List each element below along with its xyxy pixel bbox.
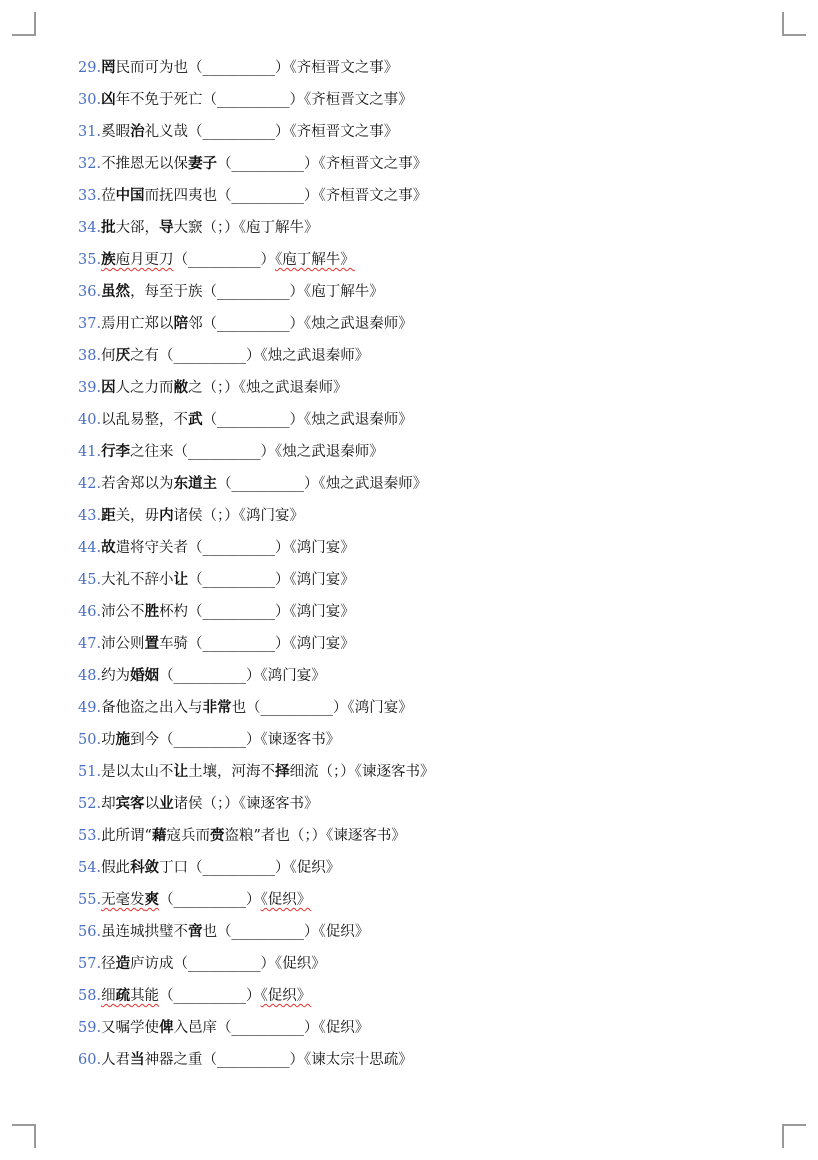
question-text: 也（__________）《促织》 <box>202 924 370 940</box>
question-text: 《庖丁解牛》 <box>275 252 355 268</box>
keyword-text: 让 <box>173 572 189 588</box>
question-text: 以 <box>144 796 160 812</box>
question-text: 却 <box>101 796 116 812</box>
question-number: 48. <box>78 668 102 684</box>
keyword-text: 疏 <box>115 988 131 1004</box>
question-text: 诸侯（；）《谏逐客书》 <box>173 796 319 812</box>
question-text: （__________）《齐桓晋文之事》 <box>217 156 428 172</box>
question-text: 大礼不辞小 <box>101 572 174 588</box>
question-text: 寇兵而 <box>166 828 210 844</box>
keyword-text: 让 <box>173 764 189 780</box>
question-item <box>78 152 758 184</box>
question-text: 丁口（__________）《促织》 <box>159 860 341 876</box>
question-number: 52. <box>78 796 102 812</box>
question-number: 46. <box>78 604 102 620</box>
question-number: 35. <box>78 252 102 268</box>
question-item <box>78 536 758 568</box>
question-text: （__________） <box>159 892 261 908</box>
keyword-text: 距 <box>101 508 116 524</box>
question-text: 约为 <box>101 668 131 684</box>
question-text: 无毫发 <box>101 892 145 908</box>
question-text: 是以太山不 <box>101 764 174 780</box>
keyword-text: 中国 <box>115 188 145 204</box>
question-item <box>78 856 758 888</box>
question-text: 焉用亡郑以 <box>101 316 174 332</box>
question-item <box>78 920 758 952</box>
keyword-text: 爽 <box>144 892 160 908</box>
keyword-text: 施 <box>115 732 131 748</box>
question-item <box>78 248 758 280</box>
question-item <box>78 792 758 824</box>
keyword-text: 武 <box>188 412 203 428</box>
question-number: 37. <box>78 316 102 332</box>
question-text: 不推恩无以保 <box>101 156 189 172</box>
question-item <box>78 504 758 536</box>
keyword-text: 陪 <box>173 316 189 332</box>
question-number: 31. <box>78 124 102 140</box>
keyword-text: 择 <box>275 764 290 780</box>
question-number: 32. <box>78 156 102 172</box>
question-text: 遣将守关者（__________）《鸿门宴》 <box>115 540 355 556</box>
question-item <box>78 280 758 312</box>
question-number: 53. <box>78 828 102 844</box>
question-text: 大窾（；）《庖丁解牛》 <box>173 220 319 236</box>
question-number: 58. <box>78 988 102 1004</box>
question-number: 34. <box>78 220 102 236</box>
keyword-text: 宾客 <box>115 796 145 812</box>
question-number: 56. <box>78 924 102 940</box>
question-number: 39. <box>78 380 102 396</box>
question-number: 47. <box>78 636 102 652</box>
question-item <box>78 56 758 88</box>
keyword-text: 因 <box>101 380 116 396</box>
keyword-text: 东道主 <box>173 476 218 492</box>
question-number: 43. <box>78 508 102 524</box>
question-text: 民而可为也（__________）《齐桓晋文之事》 <box>115 60 399 76</box>
question-number: 42. <box>78 476 102 492</box>
question-item <box>78 120 758 152</box>
question-item <box>78 440 758 472</box>
question-number: 36. <box>78 284 102 300</box>
question-text: 细 <box>101 988 116 1004</box>
question-text: 何 <box>101 348 116 364</box>
question-number: 33. <box>78 188 102 204</box>
keyword-text: 导 <box>159 220 174 236</box>
question-text: 也（__________）《鸿门宴》 <box>231 700 413 716</box>
question-text: （__________）《烛之武退秦师》 <box>202 412 413 428</box>
crop-mark-bottom-right <box>782 1124 806 1148</box>
question-number: 55. <box>78 892 102 908</box>
crop-mark-bottom-left <box>12 1124 36 1148</box>
question-item <box>78 984 758 1016</box>
question-text: 若舍郑以为 <box>101 476 174 492</box>
question-text: 之往来（__________）《烛之武退秦师》 <box>130 444 384 460</box>
question-text: 之有（__________）《烛之武退秦师》 <box>130 348 370 364</box>
question-text: （__________） <box>159 988 261 1004</box>
question-text: 神器之重（__________）《谏太宗十思疏》 <box>144 1052 413 1068</box>
keyword-text: 胜 <box>144 604 160 620</box>
keyword-text: 族 <box>101 252 116 268</box>
question-text: （__________）《烛之武退秦师》 <box>217 476 428 492</box>
question-text: 此所谓“ <box>101 828 152 844</box>
question-text: 功 <box>101 732 116 748</box>
question-item <box>78 1048 758 1080</box>
question-text: 入邑庠（__________）《促织》 <box>173 1020 370 1036</box>
exercise-list <box>78 56 758 1080</box>
question-item <box>78 184 758 216</box>
question-text: 盗粮”者也（；）《谏逐客书》 <box>224 828 406 844</box>
question-item <box>78 760 758 792</box>
crop-mark-top-right <box>782 12 806 36</box>
question-item <box>78 728 758 760</box>
question-text: 沛公不 <box>101 604 145 620</box>
question-text: 虽连城拱璧不 <box>101 924 189 940</box>
question-number: 44. <box>78 540 102 556</box>
keyword-text: 内 <box>159 508 174 524</box>
keyword-text: 批 <box>101 220 116 236</box>
question-text: 车骑（__________）《鸿门宴》 <box>159 636 355 652</box>
crop-mark-top-left <box>12 12 36 36</box>
question-text: 细流（；）《谏逐客书》 <box>289 764 435 780</box>
keyword-text: 当 <box>130 1052 145 1068</box>
question-text: 到今（__________）《谏逐客书》 <box>130 732 341 748</box>
question-text: 备他盗之出入与 <box>101 700 203 716</box>
keyword-text: 敝 <box>173 380 189 396</box>
question-number: 30. <box>78 92 102 108</box>
question-text: 径 <box>101 956 116 972</box>
keyword-text: 科敛 <box>130 860 160 876</box>
question-text: 奚暇 <box>101 124 131 140</box>
question-item <box>78 408 758 440</box>
keyword-text: 赍 <box>209 828 225 844</box>
keyword-text: 行李 <box>101 444 131 460</box>
keyword-text: 厌 <box>115 348 131 364</box>
question-item <box>78 952 758 984</box>
question-text: （__________）《鸿门宴》 <box>188 572 355 588</box>
question-text: 其能 <box>130 988 160 1004</box>
question-text: 诸侯（；）《鸿门宴》 <box>173 508 305 524</box>
question-text: 《促织》 <box>260 892 312 908</box>
question-number: 41. <box>78 444 102 460</box>
question-text: ，每至于族（__________）《庖丁解牛》 <box>130 284 384 300</box>
question-item <box>78 664 758 696</box>
question-text: 年不免于死亡（__________）《齐桓晋文之事》 <box>115 92 413 108</box>
question-text: 杯杓（__________）《鸿门宴》 <box>159 604 355 620</box>
question-item <box>78 600 758 632</box>
keyword-text: 俾 <box>159 1020 174 1036</box>
question-text: 以乱易整，不 <box>101 412 189 428</box>
question-text: 土壤，河海不 <box>188 764 276 780</box>
question-text: 礼义哉（__________）《齐桓晋文之事》 <box>144 124 399 140</box>
question-item <box>78 568 758 600</box>
question-text: 庖月更刀 <box>115 252 174 268</box>
keyword-text: 置 <box>144 636 160 652</box>
question-number: 29. <box>78 60 102 76</box>
keyword-text: 非常 <box>202 700 232 716</box>
question-item <box>78 824 758 856</box>
question-item <box>78 216 758 248</box>
question-number: 51. <box>78 764 102 780</box>
keyword-text: 婚姻 <box>130 668 160 684</box>
question-text: 之（；）《烛之武退秦师》 <box>188 380 348 396</box>
question-number: 59. <box>78 1020 102 1036</box>
keyword-text: 造 <box>115 956 131 972</box>
question-item <box>78 344 758 376</box>
question-number: 45. <box>78 572 102 588</box>
keyword-text: 凶 <box>101 92 116 108</box>
question-text: 人之力而 <box>115 380 174 396</box>
keyword-text: 妻子 <box>188 156 218 172</box>
question-text: 莅 <box>101 188 116 204</box>
keyword-text: 藉 <box>151 828 167 844</box>
question-text: 邻（__________）《烛之武退秦师》 <box>188 316 413 332</box>
question-text: 人君 <box>101 1052 131 1068</box>
question-number: 40. <box>78 412 102 428</box>
question-item <box>78 88 758 120</box>
keyword-text: 虽然 <box>101 284 131 300</box>
question-text: 假此 <box>101 860 131 876</box>
keyword-text: 故 <box>101 540 116 556</box>
question-number: 57. <box>78 956 102 972</box>
question-item <box>78 472 758 504</box>
keyword-text: 啻 <box>188 924 203 940</box>
question-number: 50. <box>78 732 102 748</box>
question-item <box>78 312 758 344</box>
question-item <box>78 1016 758 1048</box>
question-text: 又嘱学使 <box>101 1020 160 1036</box>
question-item <box>78 376 758 408</box>
question-item <box>78 888 758 920</box>
question-text: 大郤， <box>115 220 160 236</box>
question-number: 49. <box>78 700 102 716</box>
question-number: 38. <box>78 348 102 364</box>
question-text: 《促织》 <box>260 988 312 1004</box>
question-text: （__________）《鸿门宴》 <box>159 668 326 684</box>
question-text: 而抚四夷也（__________）《齐桓晋文之事》 <box>144 188 428 204</box>
question-text: 关，毋 <box>115 508 160 524</box>
question-text: 沛公则 <box>101 636 145 652</box>
keyword-text: 罔 <box>101 60 116 76</box>
question-item <box>78 696 758 728</box>
keyword-text: 治 <box>130 124 145 140</box>
question-number: 54. <box>78 860 102 876</box>
question-item <box>78 632 758 664</box>
question-text: （__________） <box>173 252 276 268</box>
question-text: 庐访成（__________）《促织》 <box>130 956 326 972</box>
question-number: 60. <box>78 1052 102 1068</box>
keyword-text: 业 <box>159 796 174 812</box>
